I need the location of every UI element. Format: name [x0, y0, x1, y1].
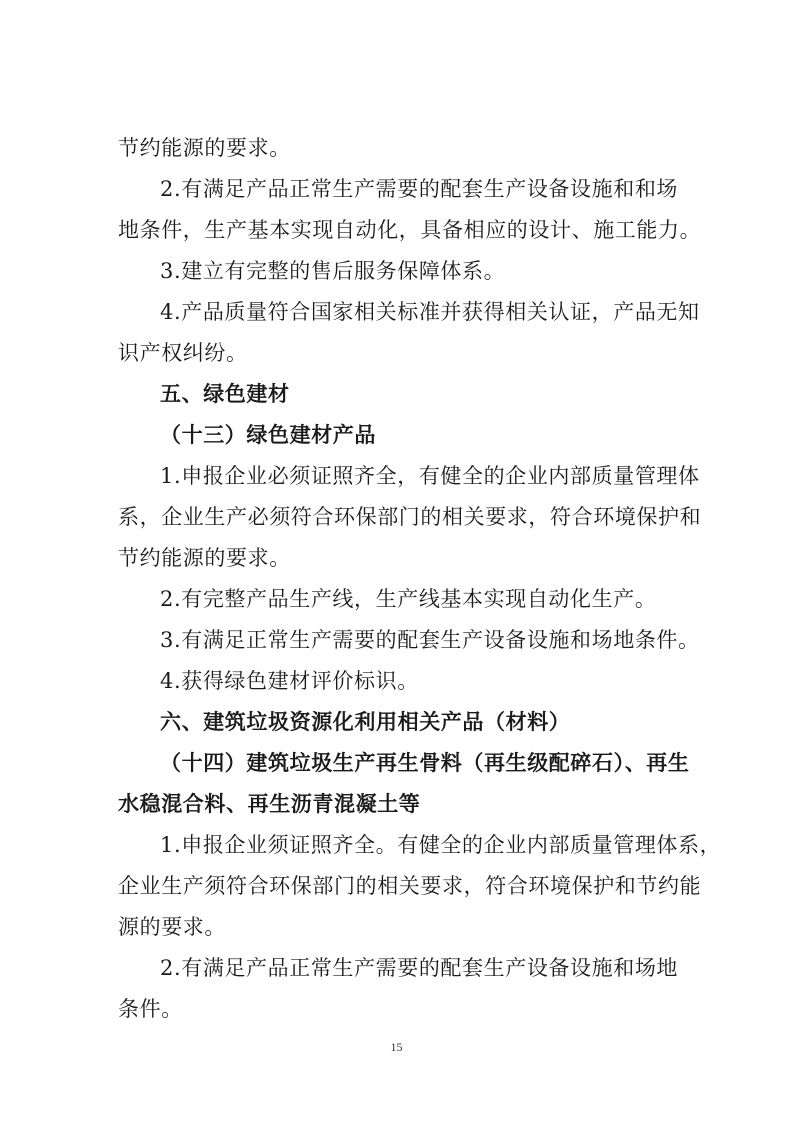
text-line: 2.有满足产品正常生产需要的配套生产设备设施和和场	[160, 177, 679, 201]
text-line: 1.申报企业须证照齐全。有健全的企业内部质量管理体系，	[160, 833, 722, 857]
text-line: 地条件，生产基本实现自动化，具备相应的设计、施工能力。	[118, 218, 702, 242]
text-line: 条件。	[118, 997, 183, 1021]
text-line: 系，企业生产必须符合环保部门的相关要求，符合环境保护和	[118, 505, 702, 529]
text-line: 3.有满足正常生产需要的配套生产设备设施和场地条件。	[160, 628, 700, 652]
text-line: 2.有完整产品生产线，生产线基本实现自动化生产。	[160, 587, 657, 611]
text-line: 4.获得绿色建材评价标识。	[160, 669, 419, 693]
subsection-heading: （十三）绿色建材产品	[160, 422, 376, 447]
section-heading: 六、建筑垃圾资源化利用相关产品（材料）	[160, 709, 571, 734]
text-line: 源的要求。	[118, 915, 226, 939]
subsection-heading-continued: 水稳混合料、再生沥青混凝土等	[118, 791, 421, 816]
text-line: 识产权纠纷。	[118, 341, 248, 365]
text-line: 1.申报企业必须证照齐全，有健全的企业内部质量管理体	[160, 464, 700, 488]
section-heading: 五、绿色建材	[160, 381, 290, 406]
text-line: 3.建立有完整的售后服务保障体系。	[160, 259, 506, 283]
text-line: 2.有满足产品正常生产需要的配套生产设备设施和场地	[160, 956, 679, 980]
text-line: 节约能源的要求。	[118, 546, 291, 570]
text-line: 节约能源的要求。	[118, 136, 291, 160]
text-line: 4.产品质量符合国家相关标准并获得相关认证，产品无知	[160, 300, 700, 324]
page-number: 15	[390, 1040, 403, 1054]
subsection-heading: （十四）建筑垃圾生产再生骨料（再生级配碎石）、再生	[160, 750, 690, 775]
text-line: 企业生产须符合环保部门的相关要求，符合环境保护和节约能	[118, 874, 702, 898]
